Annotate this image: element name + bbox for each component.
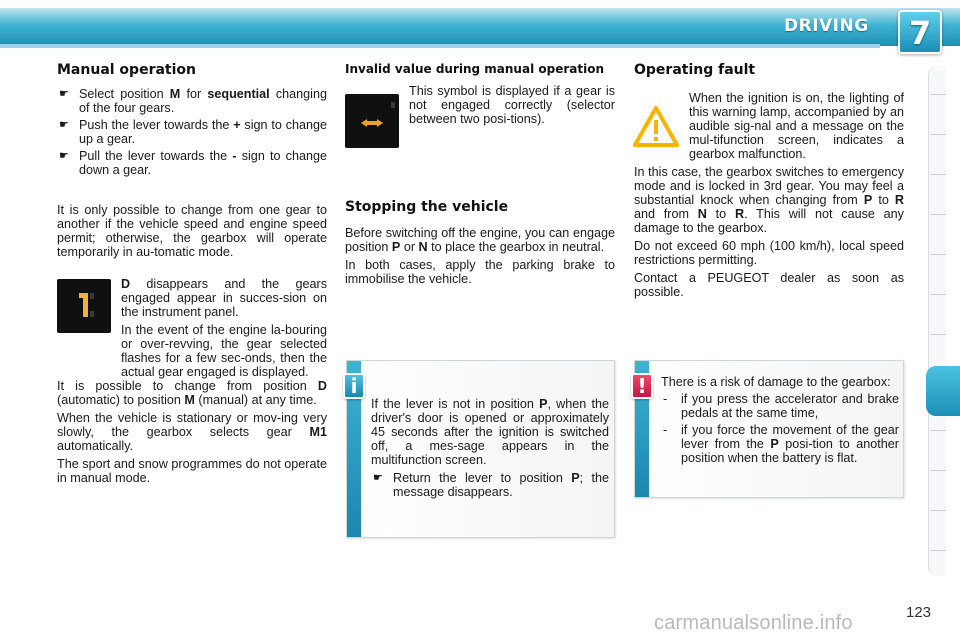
- info-note-content: [371, 397, 609, 502]
- list-item: [57, 149, 327, 177]
- list-item: [371, 471, 609, 499]
- side-tab-divider: [930, 94, 946, 95]
- pointing-hand-icon: ☛: [59, 88, 69, 100]
- side-tab-divider: [930, 174, 946, 175]
- side-tab-divider: [930, 134, 946, 135]
- paragraph: In this case, the gearbox switches to emergency mode and is locked in 3rd gear. You may feel a substantial knock when changing from P to R and from N to R. This will not cause any damage to the gearbox.: [634, 165, 904, 235]
- operating-fault-block: [634, 91, 904, 161]
- paragraph: Before switching off the engine, you can engage position P or N to place the gearbox in neutral.: [345, 226, 615, 254]
- invalid-value-block: [345, 84, 615, 148]
- paragraph: When the ignition is on, the lighting of this warning lamp, accompanied by an audible sig-nal and a message on the mul-tifunction screen, indicates a gearbox malfunction.: [689, 91, 904, 161]
- watermark: carmanualsonline.info: [654, 612, 853, 634]
- warning-triangle-graphic: [632, 105, 680, 149]
- info-icon: i: [343, 373, 365, 399]
- manual-operation-title: Manual operation: [57, 62, 196, 78]
- paragraph: In the event of the engine la-bouring or over-revving, the gear selected flashes for a few sec-onds, then the actual gear engaged is displayed.: [121, 323, 327, 379]
- paragraph: In both cases, apply the parking brake to immobilise the vehicle.: [345, 258, 615, 286]
- dash-marker: -: [663, 423, 668, 437]
- bullet-text: if you press the accelerator and brake pedals at the same time,: [681, 392, 899, 420]
- side-tab-divider: [930, 214, 946, 215]
- exclamation-icon: !: [631, 373, 653, 399]
- list-item: [661, 392, 899, 420]
- paragraph: Do not exceed 60 mph (100 km/h), local speed restrictions permitting.: [634, 239, 904, 267]
- invalid-value-title: Invalid value during manual operation: [345, 62, 604, 76]
- paragraph: There is a risk of damage to the gearbox:: [661, 375, 891, 389]
- list-item: [57, 118, 327, 146]
- side-tab-divider: [930, 470, 946, 471]
- gear-indicator-block: [57, 277, 327, 379]
- header-band-shadow: [0, 44, 880, 48]
- side-tab-rail: [928, 66, 946, 576]
- side-tab-divider: [930, 294, 946, 295]
- paragraph: It is only possible to change from one gear to another if the vehicle speed and engine speed permit; otherwise, the gearbox will operate temporarily in au-tomatic mode.: [57, 203, 327, 259]
- side-tab-divider: [930, 334, 946, 335]
- middle-column: [345, 63, 615, 290]
- pointing-hand-icon: ☛: [59, 150, 69, 162]
- bullet-text: Return the lever to position P; the message disappears.: [393, 471, 609, 499]
- chapter-title: DRIVING: [784, 16, 869, 36]
- paragraph: If the lever is not in position P, when the driver's door is opened or approximately 45 seconds after the ignition is switched off, a mes-sage appears in the multifunction screen.: [371, 397, 609, 467]
- bullet-text: Select position M for sequential changing of the four gears.: [79, 87, 327, 115]
- bullet-text: Pull the lever towards the - sign to change down a gear.: [79, 149, 328, 177]
- side-tab-divider: [930, 254, 946, 255]
- manual-operation-section: [57, 63, 327, 489]
- chapter-number: 7: [908, 14, 932, 52]
- paragraph: D disappears and the gears engaged appear in succes-sion on the instrument panel.: [121, 277, 327, 319]
- side-tab-divider: [930, 550, 946, 551]
- paragraph: The sport and snow programmes do not operate in manual mode.: [57, 457, 327, 485]
- operating-fault-section: [634, 63, 904, 303]
- list-item: [661, 423, 899, 465]
- pointing-hand-icon: ☛: [373, 472, 383, 484]
- side-tab-active[interactable]: [926, 366, 960, 416]
- paragraph: When the vehicle is stationary or mov-ing very slowly, the gearbox selects gear M1 automatically.: [57, 411, 327, 453]
- bullet-text: Push the lever towards the + sign to change up a gear.: [79, 118, 328, 146]
- info-note-box: [346, 360, 615, 538]
- paragraph: It is possible to change from position D (automatic) to position M (manual) at any time.: [57, 379, 327, 407]
- invalid-gear-graphic: [345, 94, 399, 148]
- gear-indicator-icon: [57, 279, 111, 333]
- paragraph: Contact a PEUGEOT dealer as soon as possible.: [634, 271, 904, 299]
- gear-indicator-graphic: [57, 279, 111, 333]
- chapter-number-badge: [898, 10, 942, 54]
- page-header: [0, 0, 960, 58]
- side-tab-divider: [930, 510, 946, 511]
- stopping-title: Stopping the vehicle: [345, 199, 509, 215]
- pointing-hand-icon: ☛: [59, 119, 69, 131]
- list-item: [57, 87, 327, 115]
- operating-fault-title: Operating fault: [634, 62, 756, 78]
- warning-note-box: [634, 360, 904, 498]
- bullet-text: if you force the movement of the gear lever from the P posi-tion to another position when the battery is flat.: [681, 423, 899, 465]
- warning-triangle-icon: [632, 105, 680, 152]
- dash-marker: -: [663, 392, 668, 406]
- page-number: 123: [906, 604, 932, 621]
- side-tab-divider: [930, 430, 946, 431]
- invalid-gear-icon: [345, 94, 399, 148]
- paragraph: This symbol is displayed if a gear is not engaged correctly (selector between two posi-tions).: [409, 84, 615, 126]
- warning-note-content: [661, 375, 899, 465]
